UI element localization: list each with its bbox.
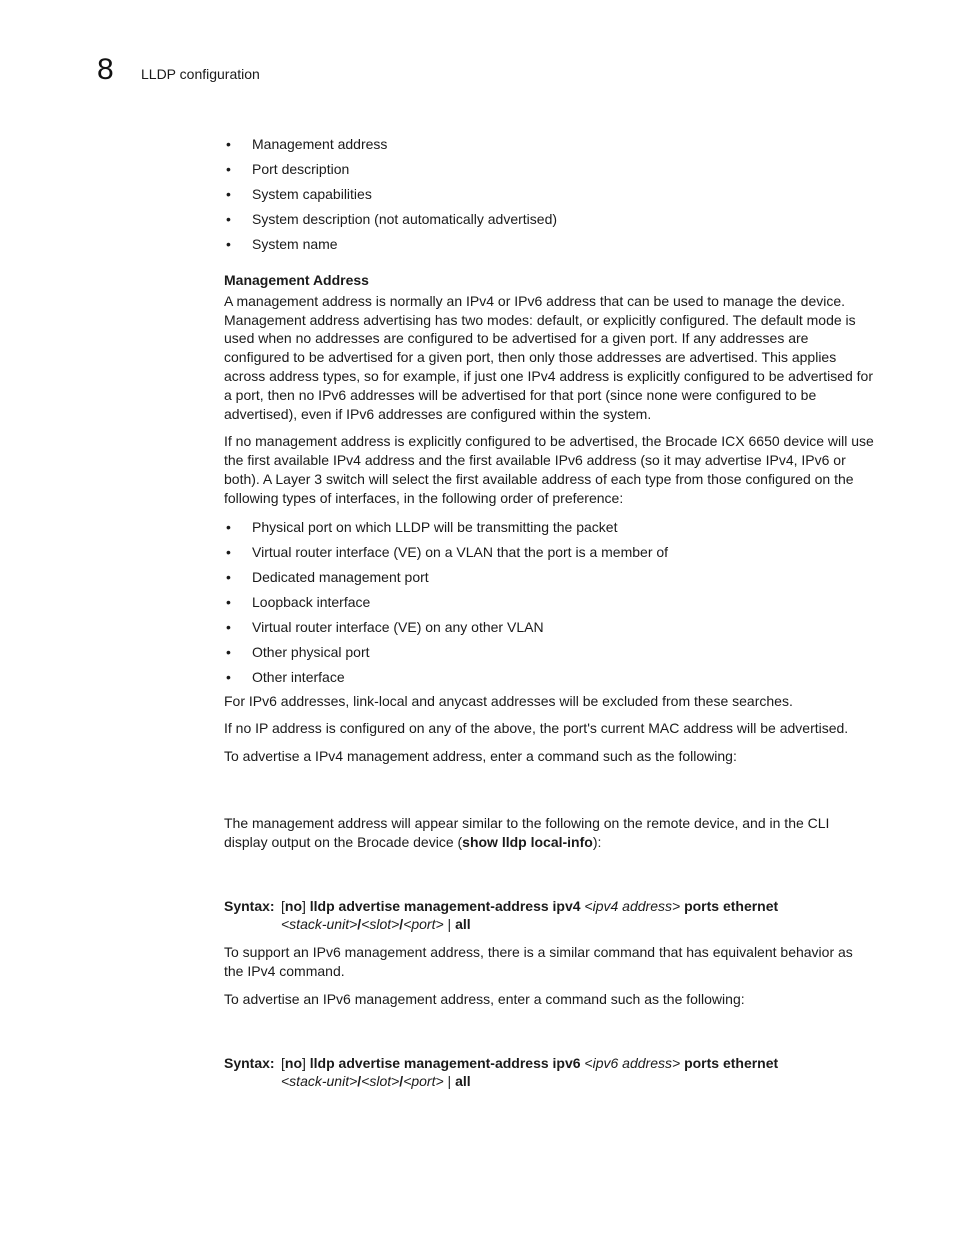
preference-list <box>224 517 874 692</box>
bullet-icon: • <box>226 643 231 660</box>
list-item: • Loopback interface <box>226 593 371 610</box>
bullet-icon: • <box>226 668 231 685</box>
bullet-icon: • <box>226 211 231 227</box>
list-item: • System name <box>224 233 874 258</box>
tlv-list <box>224 133 874 258</box>
bullet-icon: • <box>226 518 231 535</box>
list-item: • Other interface <box>226 668 345 685</box>
bullet-icon: • <box>226 543 231 560</box>
chapter-title: LLDP configuration <box>141 66 260 82</box>
syntax-block-ipv4 <box>224 897 874 935</box>
bullet-icon: • <box>226 236 231 252</box>
paragraph: To support an IPv6 management address, there is a similar command that has equivalent behavior as the IPv4 command. <box>224 944 853 979</box>
syntax-body: [no] lldp advertise management-address ipv6 <ipv6 address> ports ethernet <stack-unit>/<slot>/<port> | all <box>281 1054 779 1090</box>
list-item: • Port description <box>224 158 874 183</box>
bullet-icon: • <box>226 568 231 585</box>
paragraph: For IPv6 addresses, link-local and anycast addresses will be excluded from these searches. <box>224 692 793 709</box>
list-item: • Management address <box>224 133 874 158</box>
list-item: • Physical port on which LLDP will be transmitting the packet <box>226 518 618 535</box>
paragraph: The management address will appear similar to the following on the remote device, and in the CLI display output on the Brocade device (show lldp local-info): <box>224 814 830 850</box>
list-item: • Dedicated management port <box>226 568 429 585</box>
section-heading: Management Address <box>224 272 369 288</box>
page-content <box>224 133 874 1100</box>
bullet-icon: • <box>226 593 231 610</box>
bullet-icon: • <box>226 618 231 635</box>
command-name: show lldp local-info <box>462 833 593 850</box>
list-item: • System capabilities <box>224 183 874 208</box>
list-item: • Virtual router interface (VE) on a VLAN that the port is a member of <box>226 543 669 560</box>
list-item: • System description (not automatically advertised) <box>224 208 874 233</box>
paragraph: To advertise an IPv6 management address, enter a command such as the following: <box>224 990 745 1007</box>
syntax-label: Syntax: <box>224 1054 275 1071</box>
bullet-icon: • <box>226 186 231 202</box>
syntax-body: [no] lldp advertise management-address ipv4 <ipv4 address> ports ethernet <stack-unit>/<slot>/<port> | all <box>281 897 779 933</box>
paragraph: If no management address is explicitly configured to be advertised, the Brocade ICX 6650 device will use the first available IPv4 address and the first available IPv6 address (so it may advertise IPv4, IPv6 or both). A Layer 3 switch will select the first available address of each type from those configured on the following types of interfaces, in the following order of preference: <box>224 433 874 506</box>
list-item: • Other physical port <box>226 643 370 660</box>
bullet-icon: • <box>226 161 231 177</box>
chapter-number: 8 <box>97 53 114 86</box>
code-example-space <box>224 861 874 897</box>
paragraph: If no IP address is configured on any of the above, the port's current MAC address will be advertised. <box>224 720 849 737</box>
list-item: • Virtual router interface (VE) on any other VLAN <box>226 618 544 635</box>
bullet-icon: • <box>226 136 231 152</box>
code-example-space <box>224 1018 874 1054</box>
code-example-space <box>224 775 874 814</box>
syntax-block-ipv6 <box>224 1054 874 1092</box>
paragraph: To advertise a IPv4 management address, enter a command such as the following: <box>224 748 737 765</box>
syntax-label: Syntax: <box>224 897 275 914</box>
paragraph: A management address is normally an IPv4 or IPv6 address that can be used to manage the device. Management address advertising has two modes: default, or explicitly configured. The default mode is used when no addresses are configured to be advertised for a given port. If any addresses are configured to be advertised for a given port, then only those addresses are advertised. This applies across address types, so for example, if just one IPv4 address is explicitly configured to be advertised for a port, then no IPv6 addresses will be advertised for that port (since none were configured to be advertised), even if IPv6 addresses are configured within the system. <box>224 292 873 422</box>
